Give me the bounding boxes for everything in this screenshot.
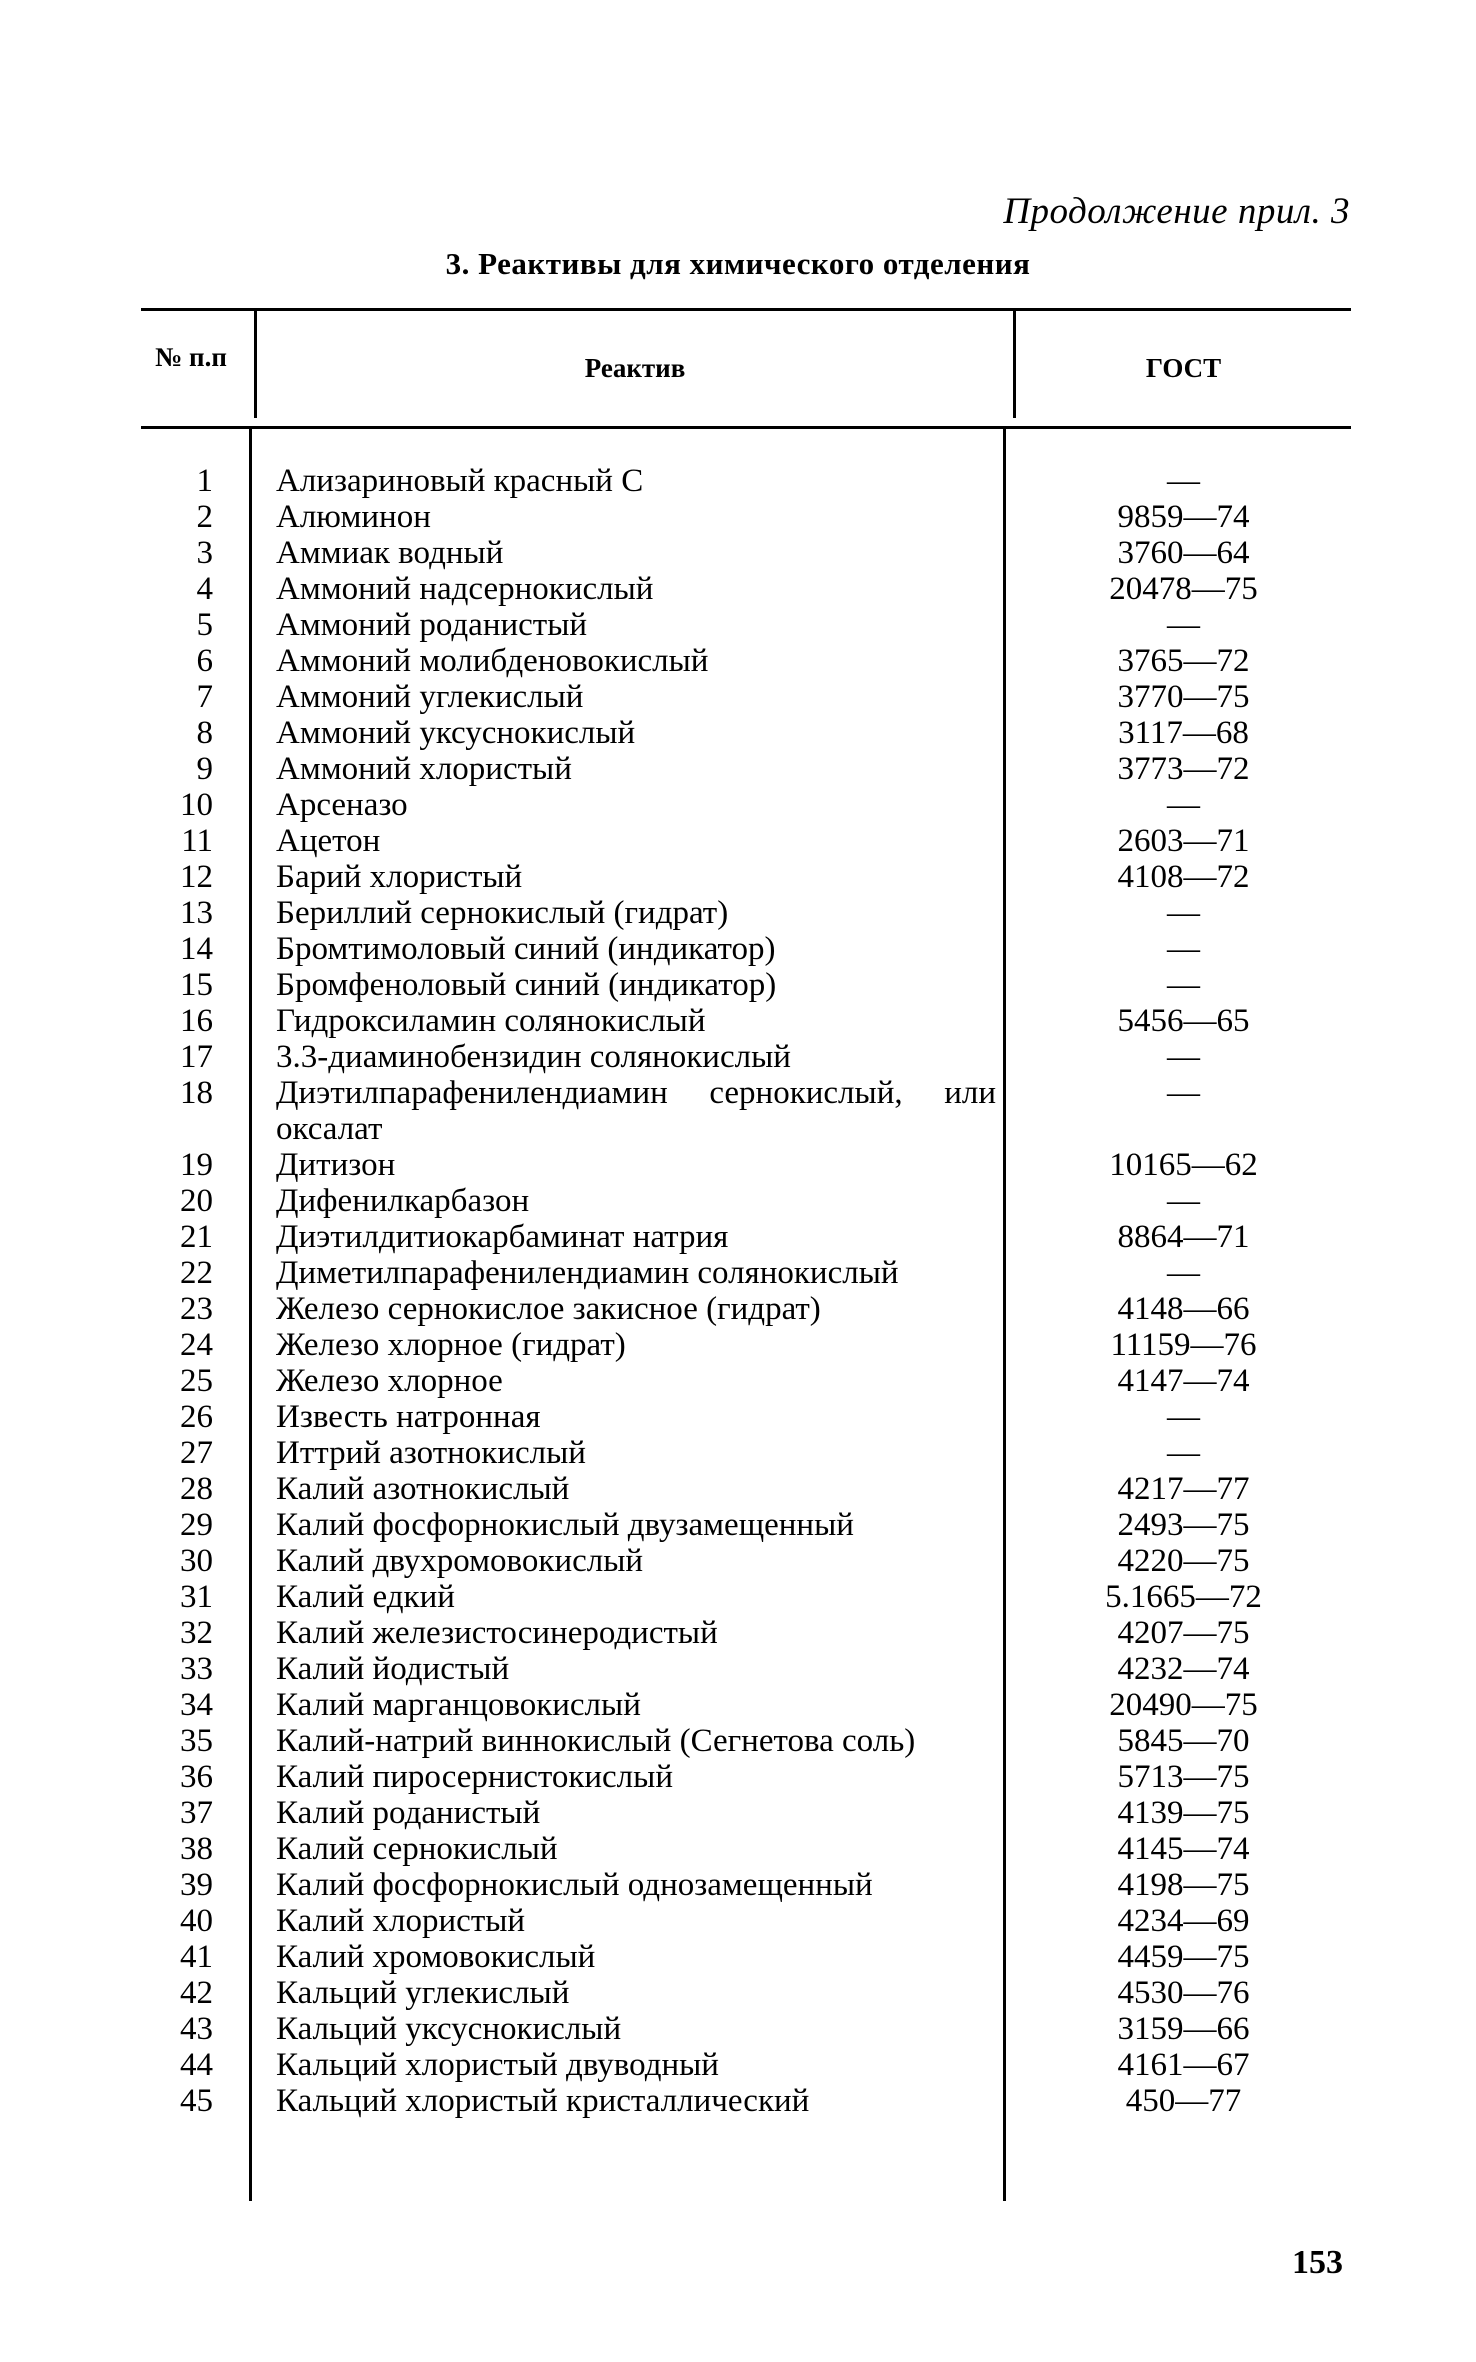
reagent-name: Калий роданистый (276, 1795, 541, 1831)
gost-number: 20490—75 (1109, 1687, 1258, 1723)
table-row (141, 1039, 1351, 1075)
gost-number: 4217—77 (1117, 1471, 1250, 1507)
table-row (141, 1435, 1351, 1471)
row-number: 22 (180, 1255, 213, 1291)
table-row (141, 1543, 1351, 1579)
gost-number: — (1167, 967, 1200, 1003)
row-number: 11 (181, 823, 213, 859)
reagent-name: Арсеназо (276, 787, 408, 823)
gost-number: — (1167, 1075, 1200, 1111)
reagent-name: Калий хромовокислый (276, 1939, 596, 1975)
table-row (141, 1651, 1351, 1687)
table-row (141, 967, 1351, 1003)
row-number: 33 (180, 1651, 213, 1687)
continuation-note: Продолжение прил. 3 (1003, 191, 1350, 232)
row-number: 14 (180, 931, 213, 967)
table-row (141, 499, 1351, 535)
table-row (141, 715, 1351, 751)
reagent-name: Ализариновый красный С (276, 463, 644, 499)
row-number: 9 (196, 751, 213, 787)
row-number: 13 (180, 895, 213, 931)
gost-number: 3760—64 (1117, 535, 1250, 571)
row-number: 3 (196, 535, 213, 571)
table-row (141, 1903, 1351, 1939)
table-row (141, 859, 1351, 895)
row-number: 5 (196, 607, 213, 643)
gost-number: 2493—75 (1117, 1507, 1250, 1543)
gost-number: 3117—68 (1118, 715, 1249, 751)
gost-number: 5.1665—72 (1105, 1579, 1262, 1615)
gost-number: — (1167, 1435, 1200, 1471)
table-body (141, 463, 1351, 2119)
gost-number: — (1167, 1183, 1200, 1219)
reagent-name: Кальций уксуснокислый (276, 2011, 622, 2047)
table-row (141, 1075, 1351, 1147)
gost-number: 450—77 (1125, 2083, 1242, 2119)
page-number: 153 (1292, 2244, 1343, 2281)
reagent-name: Аммоний уксуснокислый (276, 715, 636, 751)
gost-number: 4234—69 (1117, 1903, 1250, 1939)
reagent-name: Ацетон (276, 823, 381, 859)
reagent-name: Бериллий сернокислый (гидрат) (276, 895, 729, 931)
table-row (141, 823, 1351, 859)
gost-number: — (1167, 1039, 1200, 1075)
gost-number: — (1167, 895, 1200, 931)
reagent-name: Аммоний углекислый (276, 679, 584, 715)
row-number: 18 (180, 1075, 213, 1111)
reagent-name: Аммоний надсернокислый (276, 571, 654, 607)
table-row (141, 1579, 1351, 1615)
table-title: 3. Реактивы для химического отделения (445, 246, 1031, 281)
reagent-name: Калий фосфорнокислый однозамещенный (276, 1867, 873, 1903)
reagent-name: Барий хлористый (276, 859, 523, 895)
header-gost: ГОСТ (1145, 353, 1222, 383)
reagent-name: Бромтимоловый синий (индикатор) (276, 931, 776, 967)
row-number: 15 (180, 967, 213, 1003)
gost-number: 4108—72 (1117, 859, 1250, 895)
reagent-name: Калий-натрий виннокислый (Сегнетова соль) (276, 1723, 916, 1759)
table-row (141, 463, 1351, 499)
row-number: 19 (180, 1147, 213, 1183)
gost-number: 4147—74 (1117, 1363, 1250, 1399)
reagents-table (141, 308, 1351, 2208)
table-row (141, 1183, 1351, 1219)
reagent-name: Калий марганцовокислый (276, 1687, 641, 1723)
reagent-name: Диметилпарафенилендиамин солянокислый (276, 1255, 899, 1291)
row-number: 42 (180, 1975, 213, 2011)
gost-number: 4459—75 (1117, 1939, 1250, 1975)
gost-number: 4145—74 (1117, 1831, 1250, 1867)
table-row (141, 643, 1351, 679)
gost-number: 3773—72 (1117, 751, 1250, 787)
reagent-name: Калий железистосинеродистый (276, 1615, 718, 1651)
table-row (141, 895, 1351, 931)
table-row (141, 1327, 1351, 1363)
table-row (141, 1399, 1351, 1435)
row-number: 35 (180, 1723, 213, 1759)
table-row (141, 1255, 1351, 1291)
table-row (141, 2011, 1351, 2047)
row-number: 37 (180, 1795, 213, 1831)
gost-number: — (1167, 1255, 1200, 1291)
reagent-name: Гидроксиламин солянокислый (276, 1003, 706, 1039)
table-header-rule (141, 426, 1351, 429)
reagent-name: Железо хлорное (276, 1363, 503, 1399)
reagent-name: Кальций хлористый кристаллический (276, 2083, 810, 2119)
row-number: 30 (180, 1543, 213, 1579)
header-reagent: Реактив (584, 353, 686, 383)
gost-number: 3159—66 (1117, 2011, 1250, 2047)
table-row (141, 1615, 1351, 1651)
row-number: 24 (180, 1327, 213, 1363)
gost-number: 11159—76 (1110, 1327, 1257, 1363)
gost-number: 20478—75 (1109, 571, 1258, 607)
table-row (141, 1219, 1351, 1255)
table-row (141, 1687, 1351, 1723)
gost-number: 10165—62 (1109, 1147, 1258, 1183)
gost-number: — (1167, 463, 1200, 499)
reagent-name: Железо сернокислое закисное (гидрат) (276, 1291, 821, 1327)
reagent-name: Аммоний хлористый (276, 751, 572, 787)
table-row (141, 2047, 1351, 2083)
table-row (141, 751, 1351, 787)
row-number: 45 (180, 2083, 213, 2119)
reagent-name: Калий едкий (276, 1579, 455, 1615)
row-number: 6 (196, 643, 213, 679)
row-number: 12 (180, 859, 213, 895)
gost-number: 8864—71 (1117, 1219, 1250, 1255)
reagent-name: Диэтилдитиокарбаминат натрия (276, 1219, 729, 1255)
table-row (141, 1291, 1351, 1327)
table-row (141, 1147, 1351, 1183)
table-row (141, 571, 1351, 607)
row-number: 7 (196, 679, 213, 715)
gost-number: 4198—75 (1117, 1867, 1250, 1903)
row-number: 16 (180, 1003, 213, 1039)
reagent-name: Алюминон (276, 499, 431, 535)
reagent-name: Калий азотнокислый (276, 1471, 570, 1507)
gost-number: — (1167, 607, 1200, 643)
gost-number: 5845—70 (1117, 1723, 1250, 1759)
row-number: 25 (180, 1363, 213, 1399)
row-number: 32 (180, 1615, 213, 1651)
table-row (141, 1759, 1351, 1795)
row-number: 36 (180, 1759, 213, 1795)
reagent-name: Калий сернокислый (276, 1831, 558, 1867)
gost-number: 5713—75 (1117, 1759, 1250, 1795)
reagent-name: Аммоний молибденовокислый (276, 643, 709, 679)
reagent-name: Аммоний роданистый (276, 607, 588, 643)
row-number: 20 (180, 1183, 213, 1219)
table-row (141, 1831, 1351, 1867)
table-row (141, 1867, 1351, 1903)
row-number: 40 (180, 1903, 213, 1939)
reagent-name: Калий йодистый (276, 1651, 510, 1687)
table-row (141, 2083, 1351, 2119)
reagent-name: Аммиак водный (276, 535, 504, 571)
reagent-name: Калий пиросернистокислый (276, 1759, 673, 1795)
gost-number: 9859—74 (1117, 499, 1250, 535)
reagent-name: Кальций углекислый (276, 1975, 570, 2011)
reagent-name: Бромфеноловый синий (индикатор) (276, 967, 777, 1003)
gost-number: — (1167, 787, 1200, 823)
row-number: 41 (180, 1939, 213, 1975)
reagent-name: Калий фосфорнокислый двузамещенный (276, 1507, 854, 1543)
row-number: 2 (196, 499, 213, 535)
header-number: № п.п (155, 342, 227, 372)
reagent-name: Калий двухромовокислый (276, 1543, 644, 1579)
row-number: 43 (180, 2011, 213, 2047)
row-number: 31 (180, 1579, 213, 1615)
table-row (141, 1003, 1351, 1039)
reagent-name: Диэтилпарафенилендиамин сернокислый, или оксалат (276, 1075, 996, 1147)
table-row (141, 787, 1351, 823)
table-row (141, 1471, 1351, 1507)
reagent-name: Иттрий азотнокислый (276, 1435, 586, 1471)
reagent-name: Известь натронная (276, 1399, 541, 1435)
reagent-name: 3.3-диаминобензидин солянокислый (276, 1039, 791, 1075)
reagent-name: Железо хлорное (гидрат) (276, 1327, 626, 1363)
row-number: 38 (180, 1831, 213, 1867)
reagent-name: Дитизон (276, 1147, 396, 1183)
row-number: 21 (180, 1219, 213, 1255)
gost-number: 4220—75 (1117, 1543, 1250, 1579)
row-number: 4 (196, 571, 213, 607)
table-row (141, 1975, 1351, 2011)
table-row (141, 1795, 1351, 1831)
row-number: 28 (180, 1471, 213, 1507)
gost-number: 3770—75 (1117, 679, 1250, 715)
row-number: 44 (180, 2047, 213, 2083)
gost-number: 4207—75 (1117, 1615, 1250, 1651)
table-row (141, 1363, 1351, 1399)
table-row (141, 931, 1351, 967)
row-number: 29 (180, 1507, 213, 1543)
reagent-name: Калий хлористый (276, 1903, 526, 1939)
table-row (141, 1507, 1351, 1543)
table-row (141, 679, 1351, 715)
table-top-rule (141, 308, 1351, 311)
table-row (141, 607, 1351, 643)
row-number: 34 (180, 1687, 213, 1723)
gost-number: 4148—66 (1117, 1291, 1250, 1327)
row-number: 8 (196, 715, 213, 751)
gost-number: — (1167, 931, 1200, 967)
row-number: 39 (180, 1867, 213, 1903)
table-row (141, 1723, 1351, 1759)
gost-number: 4139—75 (1117, 1795, 1250, 1831)
row-number: 10 (180, 787, 213, 823)
gost-number: — (1167, 1399, 1200, 1435)
gost-number: 4161—67 (1117, 2047, 1250, 2083)
gost-number: 2603—71 (1117, 823, 1250, 859)
table-row (141, 535, 1351, 571)
row-number: 23 (180, 1291, 213, 1327)
row-number: 17 (180, 1039, 213, 1075)
table-row (141, 1939, 1351, 1975)
reagent-name: Дифенилкарбазон (276, 1183, 530, 1219)
reagent-name: Кальций хлористый двуводный (276, 2047, 719, 2083)
gost-number: 5456—65 (1117, 1003, 1250, 1039)
gost-number: 4232—74 (1117, 1651, 1250, 1687)
row-number: 27 (180, 1435, 213, 1471)
gost-number: 3765—72 (1117, 643, 1250, 679)
row-number: 1 (196, 463, 213, 499)
gost-number: 4530—76 (1117, 1975, 1250, 2011)
row-number: 26 (180, 1399, 213, 1435)
